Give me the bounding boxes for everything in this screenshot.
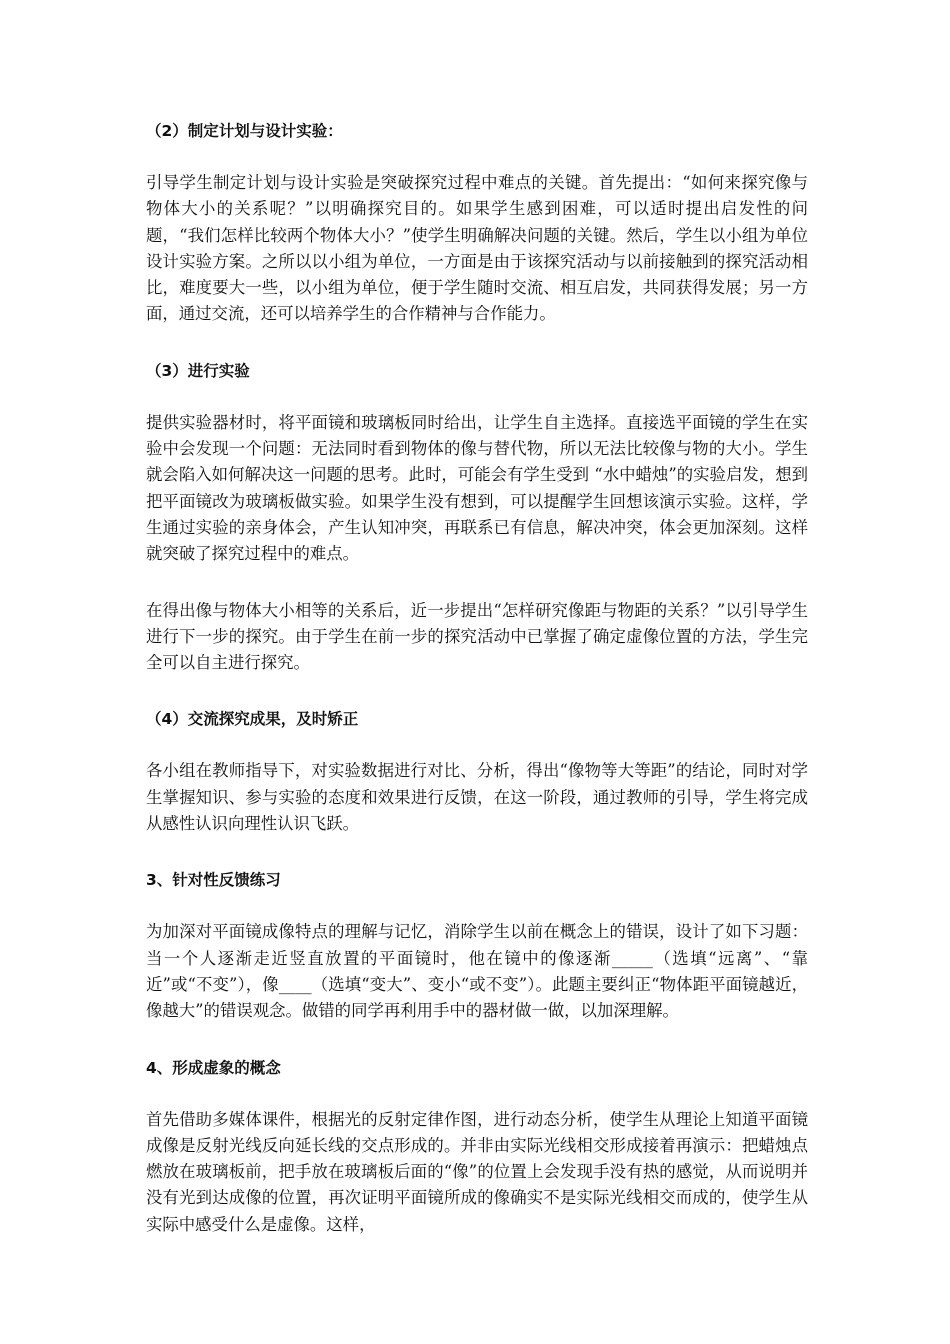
- paragraph-plan-design: 引导学生制定计划与设计实验是突破探究过程中难点的关键。首先提出：“如何来探究像与物体大小的关系呢？”以明确探究目的。如果学生感到困难，可以适时提出启发性的问题，“我们怎样比较两个物体大小？”使学生明确解决问题的关键。然后，学生以小组为单位设计实验方案。之所以以小组为单位，一方面是由于该探究活动与以前接触到的探究活动相比，难度要大一些，以小组为单位，便于学生随时交流、相互启发，共同获得发展；另一方面，通过交流，还可以培养学生的合作精神与合作能力。: [146, 173, 808, 324]
- paragraph-feedback-practice: 为加深对平面镜成像特点的理解与记忆，消除学生以前在概念上的错误，设计了如下习题：当一个人逐渐走近竖直放置的平面镜时，他在镜中的像逐渐_____（选填“远离”、“靠近”或“不变”），像____（选填“变大”、变小“或不变”）。此题主要纠正“物体距平面镜越近，像越大”的错误观念。做错的同学再利用手中的器材做一做，以加深理解。: [146, 922, 808, 1021]
- section-heading-experiment: （3）进行实验: [146, 361, 250, 380]
- document-page: [146, 118, 808, 1238]
- section-heading-plan-design: （2）制定计划与设计实验：: [146, 122, 343, 140]
- section-heading-feedback-practice: 3、针对性反馈练习: [146, 871, 281, 890]
- section-heading-virtual-image: 4、形成虚象的概念: [146, 1058, 281, 1077]
- paragraph-virtual-image: 首先借助多媒体课件，根据光的反射定律作图，进行动态分析，使学生从理论上知道平面镜成像是反射光线反向延长线的交点形成的。并非由实际光线相交形成接着再演示：把蜡烛点燃放在玻璃板前，把手放在玻璃板后面的“像”的位置上会发现手没有热的感觉，从而说明并没有光到达成像的位置，再次证明平面镜所成的像确实不是实际光线相交而成的，使学生从实际中感受什么是虚像。这样，: [146, 1109, 808, 1234]
- paragraph-experiment: 提供实验器材时，将平面镜和玻璃板同时给出，让学生自主选择。直接选平面镜的学生在实验中会发现一个问题：无法同时看到物体的像与替代物，所以无法比较像与物的大小。学生就会陷入如何解决这一问题的思考。此时，可能会有学生受到 “水中蜡烛”的实验启发，想到把平面镜改为玻璃板做实验。如果学生没有想到，可以提醒学生回想该演示实验。这样，学生通过实验的亲身体会，产生认知冲突，再联系已有信息，解决冲突，体会更加深刻。这样就突破了探究过程中的难点。: [146, 412, 808, 564]
- paragraph-exchange-results: 各小组在教师指导下，对实验数据进行对比、分析，得出“像物等大等距”的结论，同时对学生掌握知识、参与实验的态度和效果进行反馈，在这一阶段，通过教师的引导，学生将完成从感性认识向理性认识飞跃。: [146, 761, 808, 834]
- paragraph-experiment-followup: 在得出像与物体大小相等的关系后，近一步提出“怎样研究像距与物距的关系？”以引导学生进行下一步的探究。由于学生在前一步的探究活动中已掌握了确定虚像位置的方法，学生完全可以自主进行探究。: [146, 600, 808, 673]
- section-heading-exchange-results: （4）交流探究成果，及时矫正: [146, 710, 359, 729]
